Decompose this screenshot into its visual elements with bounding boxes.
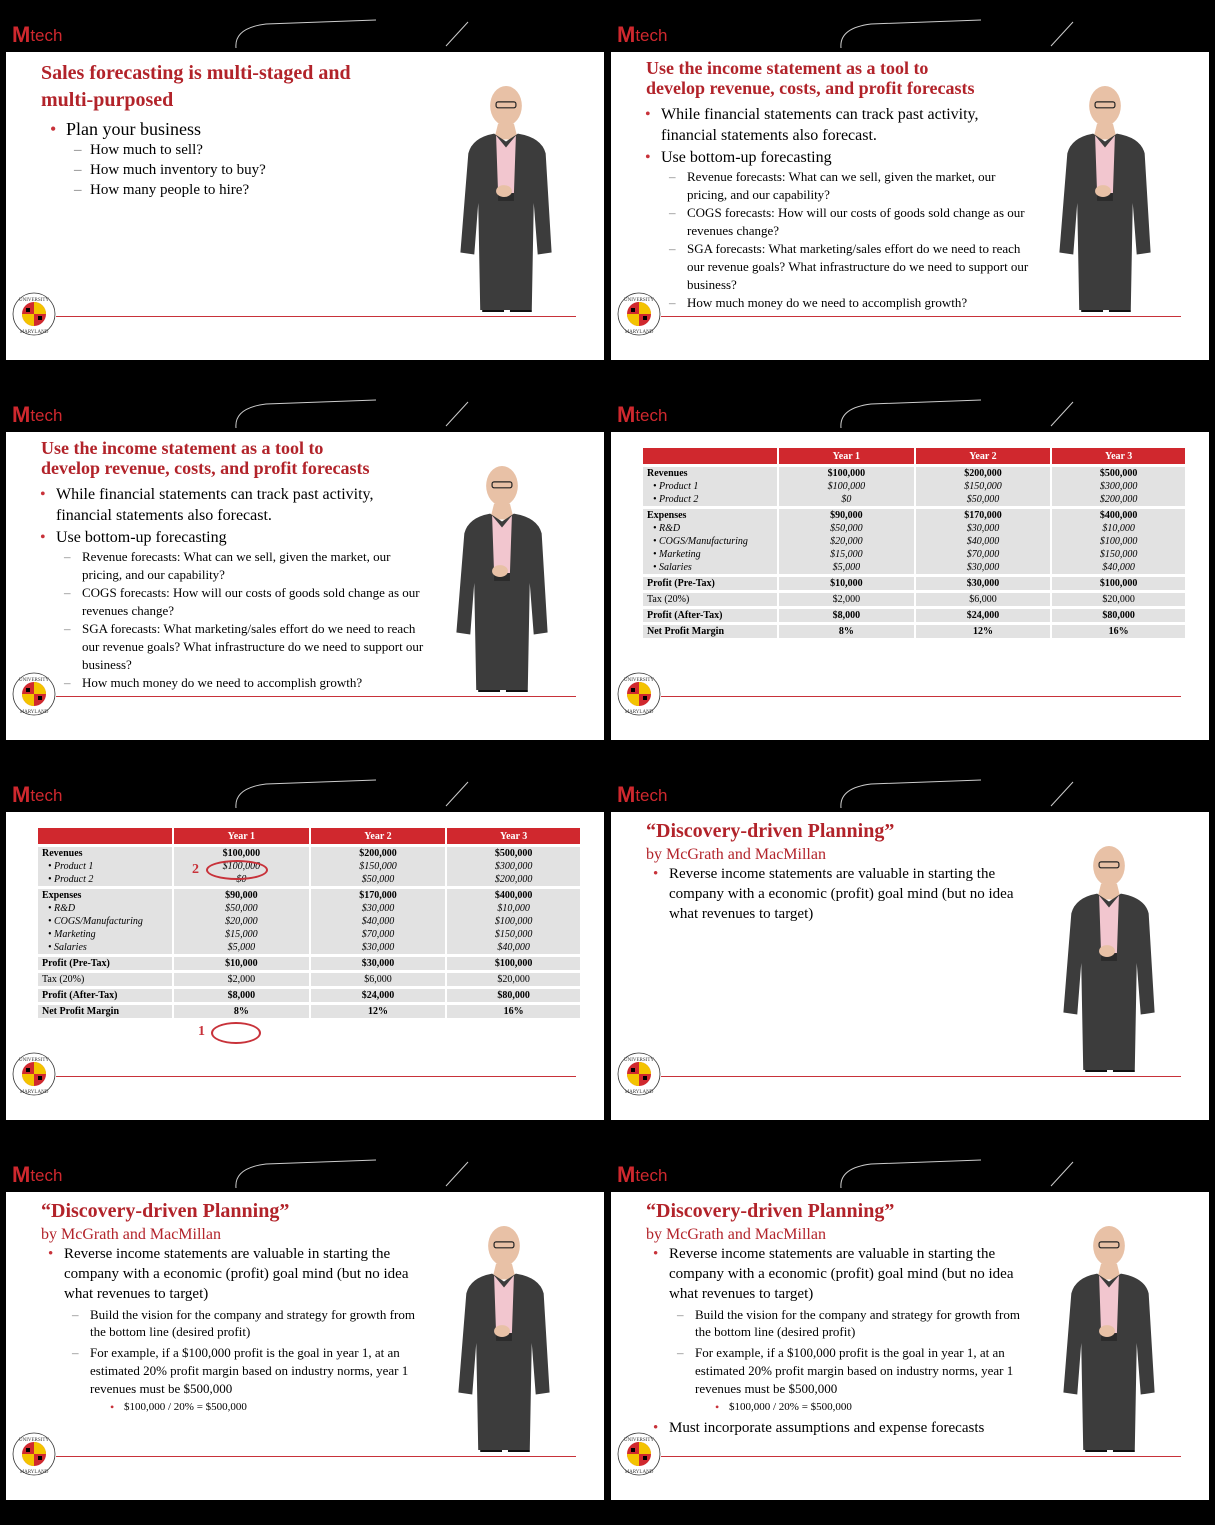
table-cell: $0 bbox=[173, 873, 310, 888]
swoosh-decoration bbox=[811, 1158, 1091, 1192]
mtech-logo: M tech bbox=[617, 22, 668, 47]
annotation-number-2: 2 bbox=[192, 862, 199, 877]
university-seal bbox=[12, 292, 56, 336]
row-label: Tax (20%) bbox=[37, 972, 173, 988]
annotation-circle bbox=[211, 1022, 261, 1044]
presenter-image bbox=[1057, 84, 1153, 314]
table-cell: 16% bbox=[1051, 624, 1185, 639]
row-label: • COGS/Manufacturing bbox=[37, 915, 173, 928]
list-item: • Reverse income statements are valuable in starting the company with a economic (profit) goal mind (but no idea what revenues to target) bbox=[653, 864, 1031, 924]
table-cell: $80,000 bbox=[446, 988, 580, 1004]
mtech-logo: M tech bbox=[617, 1162, 668, 1187]
table-cell: $100,000 bbox=[778, 466, 915, 481]
table-cell: $400,000 bbox=[446, 888, 580, 903]
swoosh-decoration bbox=[206, 18, 486, 52]
table-cell: $24,000 bbox=[310, 988, 447, 1004]
table-row bbox=[642, 608, 1185, 624]
row-label: Profit (After-Tax) bbox=[37, 988, 173, 1004]
row-label: Net Profit Margin bbox=[642, 624, 778, 639]
row-label: Net Profit Margin bbox=[37, 1004, 173, 1019]
table-header-cell bbox=[642, 448, 778, 466]
table-cell: $2,000 bbox=[778, 592, 915, 608]
table-cell: $150,000 bbox=[915, 480, 1052, 493]
table-row bbox=[642, 522, 1185, 535]
divider bbox=[56, 696, 576, 697]
row-label: Profit (Pre-Tax) bbox=[642, 576, 778, 592]
table-header-cell bbox=[37, 828, 173, 846]
table-cell: $8,000 bbox=[173, 988, 310, 1004]
table-cell: $30,000 bbox=[310, 941, 447, 956]
presenter-image bbox=[456, 1224, 552, 1454]
list-item: • Use bottom-up forecasting bbox=[645, 147, 1029, 168]
bullet-list bbox=[645, 104, 1029, 312]
slide-8 bbox=[611, 1146, 1209, 1518]
row-label: • Marketing bbox=[37, 928, 173, 941]
mtech-logo: M tech bbox=[12, 22, 63, 47]
table-row bbox=[642, 508, 1185, 523]
row-label: • Product 1 bbox=[37, 860, 173, 873]
list-item: – Build the vision for the company and strategy for growth from the bottom line (desired profit) bbox=[48, 1306, 426, 1340]
presenter-image bbox=[458, 84, 554, 314]
table-cell: $8,000 bbox=[778, 608, 915, 624]
slide-subtitle: by McGrath and MacMillan bbox=[646, 846, 826, 863]
slide-7 bbox=[6, 1146, 604, 1518]
slide-title: Sales forecasting is multi-staged and multi-purposed bbox=[41, 62, 351, 111]
table-cell: $5,000 bbox=[173, 941, 310, 956]
slide-footer-bar bbox=[6, 1120, 604, 1138]
list-item: • Must incorporate assumptions and expense forecasts bbox=[653, 1418, 1031, 1438]
slide-title: Use the income statement as a tool to develop revenue, costs, and profit forecasts bbox=[646, 58, 975, 98]
table-row bbox=[37, 1004, 580, 1019]
income-statement-table bbox=[641, 448, 1185, 638]
table-cell: $150,000 bbox=[310, 860, 447, 873]
list-item: • While financial statements can track past activity, financial statements also forecast. bbox=[645, 104, 1029, 146]
list-item: – For example, if a $100,000 profit is the goal in year 1, at an estimated 20% profit margin based on industry norms, year 1 revenues must be $500,000 bbox=[653, 1344, 1031, 1398]
table-cell: $100,000 bbox=[173, 846, 310, 861]
table-row bbox=[37, 972, 580, 988]
table-cell: $30,000 bbox=[915, 522, 1052, 535]
list-item: – How much money do we need to accomplish growth? bbox=[40, 674, 424, 692]
table-cell: $100,000 bbox=[446, 956, 580, 972]
divider bbox=[56, 316, 576, 317]
slide-subtitle: by McGrath and MacMillan bbox=[646, 1226, 826, 1243]
divider bbox=[661, 1076, 1181, 1077]
table-cell: $40,000 bbox=[446, 941, 580, 956]
slide-footer-bar bbox=[6, 1500, 604, 1518]
list-item: – For example, if a $100,000 profit is the goal in year 1, at an estimated 20% profit margin based on industry norms, year 1 revenues must be $500,000 bbox=[48, 1344, 426, 1398]
table-row bbox=[37, 846, 580, 861]
swoosh-decoration bbox=[206, 1158, 486, 1192]
table-header-row bbox=[37, 828, 580, 846]
list-item: – Build the vision for the company and strategy for growth from the bottom line (desired profit) bbox=[653, 1306, 1031, 1340]
table-cell: $6,000 bbox=[310, 972, 447, 988]
table-cell: $20,000 bbox=[778, 535, 915, 548]
divider bbox=[661, 696, 1181, 697]
table-cell: $40,000 bbox=[1051, 561, 1185, 576]
swoosh-decoration bbox=[811, 778, 1091, 812]
row-label: • Salaries bbox=[37, 941, 173, 956]
row-label: • Marketing bbox=[642, 548, 778, 561]
university-seal bbox=[617, 292, 661, 336]
table-cell: 12% bbox=[915, 624, 1052, 639]
slide-title: Use the income statement as a tool to develop revenue, costs, and profit forecasts bbox=[41, 438, 370, 478]
table-cell: $400,000 bbox=[1051, 508, 1185, 523]
list-item: • $100,000 / 20% = $500,000 bbox=[48, 1398, 426, 1416]
table-row bbox=[37, 941, 580, 956]
swoosh-decoration bbox=[811, 18, 1091, 52]
table-cell: $200,000 bbox=[310, 846, 447, 861]
bullet-list bbox=[40, 484, 424, 692]
table-header-cell: Year 1 bbox=[778, 448, 915, 466]
table-cell: 8% bbox=[778, 624, 915, 639]
slide-footer-bar bbox=[611, 740, 1209, 758]
table-cell: $70,000 bbox=[310, 928, 447, 941]
list-item: • Use bottom-up forecasting bbox=[40, 527, 424, 548]
table-cell: $6,000 bbox=[915, 592, 1052, 608]
table-cell: $15,000 bbox=[778, 548, 915, 561]
slide-6 bbox=[611, 766, 1209, 1138]
table-cell: 8% bbox=[173, 1004, 310, 1019]
slide-3 bbox=[6, 386, 604, 758]
list-item: – COGS forecasts: How will our costs of goods sold change as our revenues change? bbox=[645, 204, 1029, 240]
table-row bbox=[642, 576, 1185, 592]
table-cell: $20,000 bbox=[446, 972, 580, 988]
table-cell: $300,000 bbox=[446, 860, 580, 873]
bullet-list bbox=[653, 1244, 1031, 1438]
table-cell: $10,000 bbox=[446, 902, 580, 915]
row-label: • Product 2 bbox=[642, 493, 778, 508]
slide-title: “Discovery-driven Planning” bbox=[646, 1200, 895, 1222]
table-cell: 16% bbox=[446, 1004, 580, 1019]
table-cell: $100,000 bbox=[1051, 576, 1185, 592]
presenter-image bbox=[1061, 1224, 1157, 1454]
row-label: Profit (Pre-Tax) bbox=[37, 956, 173, 972]
bullet-list bbox=[653, 864, 1031, 924]
table-header-cell: Year 3 bbox=[1051, 448, 1185, 466]
university-seal bbox=[12, 1432, 56, 1476]
list-item: – SGA forecasts: What marketing/sales effort do we need to reach our revenue goals? What infrastructure do we need to support our business? bbox=[40, 620, 424, 674]
slide-title: “Discovery-driven Planning” bbox=[41, 1200, 290, 1222]
bullet-list bbox=[50, 118, 430, 200]
table-cell: $100,000 bbox=[446, 915, 580, 928]
mtech-logo: M tech bbox=[617, 782, 668, 807]
row-label: Revenues bbox=[37, 846, 173, 861]
annotation-circle bbox=[206, 860, 268, 880]
table-cell: $90,000 bbox=[173, 888, 310, 903]
mtech-logo: M tech bbox=[12, 402, 63, 427]
list-item: • $100,000 / 20% = $500,000 bbox=[653, 1398, 1031, 1416]
list-item: • Reverse income statements are valuable in starting the company with a economic (profit) goal mind (but no idea what revenues to target) bbox=[653, 1244, 1031, 1304]
table-cell: $30,000 bbox=[915, 576, 1052, 592]
slide-footer-bar bbox=[611, 1120, 1209, 1138]
list-item: – How much inventory to buy? bbox=[50, 160, 430, 180]
table-row bbox=[642, 535, 1185, 548]
table-cell: $200,000 bbox=[446, 873, 580, 888]
table-cell: $300,000 bbox=[1051, 480, 1185, 493]
table-row bbox=[642, 592, 1185, 608]
row-label: Expenses bbox=[642, 508, 778, 523]
divider bbox=[56, 1076, 576, 1077]
row-label: • Product 1 bbox=[642, 480, 778, 493]
table-cell: $40,000 bbox=[310, 915, 447, 928]
table-cell: $100,000 bbox=[1051, 535, 1185, 548]
list-item: – SGA forecasts: What marketing/sales effort do we need to reach our revenue goals? What infrastructure do we need to support our business? bbox=[645, 240, 1029, 294]
list-item: • Reverse income statements are valuable in starting the company with a economic (profit) goal mind (but no idea what revenues to target) bbox=[48, 1244, 426, 1304]
table-cell: $10,000 bbox=[1051, 522, 1185, 535]
table-cell: $30,000 bbox=[310, 956, 447, 972]
university-seal bbox=[12, 672, 56, 716]
table-cell: $200,000 bbox=[1051, 493, 1185, 508]
presenter-image bbox=[454, 464, 550, 694]
row-label: Profit (After-Tax) bbox=[642, 608, 778, 624]
table-row bbox=[37, 928, 580, 941]
table-cell: $200,000 bbox=[915, 466, 1052, 481]
table-cell: $150,000 bbox=[1051, 548, 1185, 561]
table-cell: $500,000 bbox=[1051, 466, 1185, 481]
slide-title: “Discovery-driven Planning” bbox=[646, 820, 895, 842]
table-cell: $70,000 bbox=[915, 548, 1052, 561]
table-cell: $50,000 bbox=[310, 873, 447, 888]
table-row bbox=[37, 915, 580, 928]
table-cell: $150,000 bbox=[446, 928, 580, 941]
slide-footer-bar bbox=[611, 360, 1209, 378]
table-cell: $170,000 bbox=[310, 888, 447, 903]
table-cell: $100,000 bbox=[173, 860, 310, 873]
row-label: Tax (20%) bbox=[642, 592, 778, 608]
list-item: – COGS forecasts: How will our costs of goods sold change as our revenues change? bbox=[40, 584, 424, 620]
slide-footer-bar bbox=[611, 1500, 1209, 1518]
university-seal bbox=[617, 672, 661, 716]
swoosh-decoration bbox=[811, 398, 1091, 432]
list-item: – Revenue forecasts: What can we sell, given the market, our pricing, and our capability? bbox=[40, 548, 424, 584]
list-item: – Revenue forecasts: What can we sell, given the market, our pricing, and our capability? bbox=[645, 168, 1029, 204]
list-item: • While financial statements can track past activity, financial statements also forecast. bbox=[40, 484, 424, 526]
table-cell: $100,000 bbox=[778, 480, 915, 493]
table-row bbox=[642, 493, 1185, 508]
table-cell: $50,000 bbox=[778, 522, 915, 535]
bullet-list bbox=[48, 1244, 426, 1416]
row-label: • R&D bbox=[642, 522, 778, 535]
table-cell: $10,000 bbox=[778, 576, 915, 592]
list-item: – How much money do we need to accomplish growth? bbox=[645, 294, 1029, 312]
list-item: • Plan your business bbox=[50, 118, 430, 140]
table-cell: $40,000 bbox=[915, 535, 1052, 548]
presenter-image bbox=[1061, 844, 1157, 1074]
row-label: • Product 2 bbox=[37, 873, 173, 888]
table-cell: 12% bbox=[310, 1004, 447, 1019]
table-row bbox=[642, 466, 1185, 481]
table-row bbox=[37, 956, 580, 972]
slide-footer-bar bbox=[6, 360, 604, 378]
table-cell: $90,000 bbox=[778, 508, 915, 523]
table-header-cell: Year 1 bbox=[173, 828, 310, 846]
table-row bbox=[37, 988, 580, 1004]
table-cell: $50,000 bbox=[173, 902, 310, 915]
divider bbox=[661, 316, 1181, 317]
university-seal bbox=[617, 1052, 661, 1096]
swoosh-decoration bbox=[206, 398, 486, 432]
mtech-logo: M tech bbox=[12, 782, 63, 807]
slide-2 bbox=[611, 6, 1209, 378]
table-row bbox=[642, 561, 1185, 576]
table-row bbox=[37, 902, 580, 915]
swoosh-decoration bbox=[206, 778, 486, 812]
slide-4 bbox=[611, 386, 1209, 758]
table-cell: $30,000 bbox=[310, 902, 447, 915]
table-row bbox=[37, 860, 580, 873]
row-label: Expenses bbox=[37, 888, 173, 903]
table-cell: $80,000 bbox=[1051, 608, 1185, 624]
table-header-cell: Year 3 bbox=[446, 828, 580, 846]
university-seal bbox=[12, 1052, 56, 1096]
mtech-logo: M tech bbox=[617, 402, 668, 427]
table-cell: $15,000 bbox=[173, 928, 310, 941]
table-cell: $2,000 bbox=[173, 972, 310, 988]
table-header-row bbox=[642, 448, 1185, 466]
divider bbox=[56, 1456, 576, 1457]
table-cell: $50,000 bbox=[915, 493, 1052, 508]
slide-footer-bar bbox=[6, 740, 604, 758]
divider bbox=[661, 1456, 1181, 1457]
list-item: – How many people to hire? bbox=[50, 180, 430, 200]
row-label: • R&D bbox=[37, 902, 173, 915]
table-cell: $170,000 bbox=[915, 508, 1052, 523]
table-header-cell: Year 2 bbox=[915, 448, 1052, 466]
table-header-cell: Year 2 bbox=[310, 828, 447, 846]
row-label: • Salaries bbox=[642, 561, 778, 576]
table-cell: $500,000 bbox=[446, 846, 580, 861]
table-row bbox=[37, 873, 580, 888]
table-row bbox=[642, 548, 1185, 561]
table-row bbox=[37, 888, 580, 903]
list-item: – How much to sell? bbox=[50, 140, 430, 160]
table-cell: $30,000 bbox=[915, 561, 1052, 576]
slide-1 bbox=[6, 6, 604, 378]
slide-subtitle: by McGrath and MacMillan bbox=[41, 1226, 221, 1243]
table-cell: $20,000 bbox=[173, 915, 310, 928]
table-row bbox=[642, 480, 1185, 493]
table-cell: $20,000 bbox=[1051, 592, 1185, 608]
slide-5 bbox=[6, 766, 604, 1138]
table-cell: $0 bbox=[778, 493, 915, 508]
row-label: Revenues bbox=[642, 466, 778, 481]
annotation-number-1: 1 bbox=[198, 1024, 205, 1039]
university-seal bbox=[617, 1432, 661, 1476]
income-statement-table bbox=[36, 828, 580, 1018]
row-label: • COGS/Manufacturing bbox=[642, 535, 778, 548]
mtech-logo: M tech bbox=[12, 1162, 63, 1187]
table-cell: $10,000 bbox=[173, 956, 310, 972]
table-row bbox=[642, 624, 1185, 639]
table-cell: $24,000 bbox=[915, 608, 1052, 624]
table-cell: $5,000 bbox=[778, 561, 915, 576]
